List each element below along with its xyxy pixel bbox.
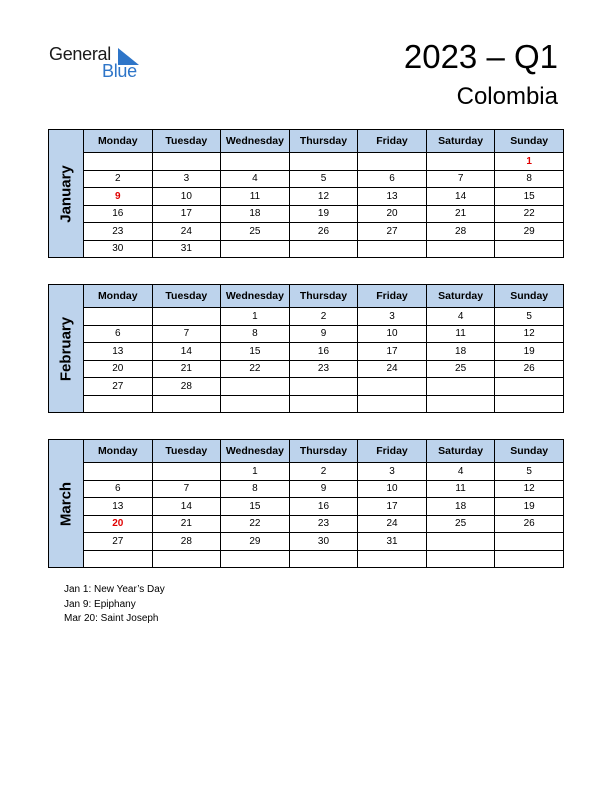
weekday-header: Thursday <box>289 285 358 308</box>
date-cell: 1 <box>221 463 290 481</box>
holiday-item: Mar 20: Saint Joseph <box>64 613 159 624</box>
date-cell: 26 <box>495 515 564 533</box>
holiday-item: Jan 1: New Year’s Day <box>64 584 165 595</box>
date-cell: 19 <box>495 498 564 516</box>
date-cell: 10 <box>152 188 221 206</box>
date-cell: 16 <box>289 498 358 516</box>
weekday-header: Wednesday <box>221 440 290 463</box>
date-cell: 16 <box>84 205 153 223</box>
date-cell: 29 <box>495 223 564 241</box>
date-cell <box>289 240 358 258</box>
date-cell: 8 <box>221 325 290 343</box>
country-name: Colombia <box>456 83 558 110</box>
month-label-cell <box>49 440 84 568</box>
date-cell: 19 <box>495 343 564 361</box>
month-name: January <box>57 164 75 223</box>
week-row <box>49 480 564 498</box>
date-cell: 23 <box>84 223 153 241</box>
date-cell: 18 <box>221 205 290 223</box>
weekday-header: Sunday <box>495 130 564 153</box>
date-cell: 22 <box>221 515 290 533</box>
weekday-header: Wednesday <box>221 130 290 153</box>
weekday-header: Saturday <box>426 130 495 153</box>
weekday-header: Monday <box>84 130 153 153</box>
week-row <box>49 395 564 413</box>
month-label-cell <box>49 285 84 413</box>
weekday-header: Friday <box>358 130 427 153</box>
date-cell <box>289 395 358 413</box>
week-row <box>49 498 564 516</box>
date-cell: 15 <box>495 188 564 206</box>
week-row <box>49 550 564 568</box>
date-cell <box>495 395 564 413</box>
date-cell: 27 <box>358 223 427 241</box>
week-row <box>49 188 564 206</box>
date-cell: 13 <box>84 498 153 516</box>
date-cell: 2 <box>289 308 358 326</box>
date-cell: 31 <box>152 240 221 258</box>
date-cell: 12 <box>495 480 564 498</box>
weekday-header: Sunday <box>495 285 564 308</box>
weekday-header: Tuesday <box>152 130 221 153</box>
date-cell <box>358 153 427 171</box>
date-cell: 6 <box>358 170 427 188</box>
date-cell: 23 <box>289 515 358 533</box>
month-table-february <box>48 284 564 413</box>
date-cell <box>84 153 153 171</box>
holiday-date-cell: 20 <box>84 515 153 533</box>
weekday-header: Tuesday <box>152 285 221 308</box>
date-cell: 29 <box>221 533 290 551</box>
date-cell: 4 <box>221 170 290 188</box>
weekday-header: Sunday <box>495 440 564 463</box>
date-cell <box>152 550 221 568</box>
weekday-header: Thursday <box>289 130 358 153</box>
date-cell: 8 <box>495 170 564 188</box>
week-row <box>49 325 564 343</box>
date-cell: 7 <box>426 170 495 188</box>
date-cell: 3 <box>152 170 221 188</box>
date-cell <box>221 240 290 258</box>
date-cell: 25 <box>426 360 495 378</box>
week-row <box>49 343 564 361</box>
date-cell: 16 <box>289 343 358 361</box>
weekday-header: Monday <box>84 285 153 308</box>
date-cell <box>495 533 564 551</box>
date-cell: 9 <box>289 325 358 343</box>
holiday-date-cell: 1 <box>495 153 564 171</box>
date-cell <box>221 550 290 568</box>
month-label-cell <box>49 130 84 258</box>
weekday-header: Monday <box>84 440 153 463</box>
date-cell: 17 <box>358 343 427 361</box>
date-cell: 28 <box>152 533 221 551</box>
date-cell: 6 <box>84 480 153 498</box>
date-cell: 11 <box>426 480 495 498</box>
date-cell: 5 <box>495 308 564 326</box>
date-cell <box>84 463 153 481</box>
week-row <box>49 240 564 258</box>
date-cell <box>426 153 495 171</box>
date-cell <box>84 308 153 326</box>
date-cell <box>426 550 495 568</box>
date-cell: 13 <box>84 343 153 361</box>
date-cell: 31 <box>358 533 427 551</box>
week-row <box>49 378 564 396</box>
date-cell: 3 <box>358 308 427 326</box>
date-cell <box>358 378 427 396</box>
date-cell <box>426 378 495 396</box>
date-cell <box>289 550 358 568</box>
date-cell <box>495 378 564 396</box>
month-name: February <box>57 316 75 381</box>
date-cell: 7 <box>152 480 221 498</box>
week-row <box>49 360 564 378</box>
date-cell <box>152 308 221 326</box>
date-cell <box>152 463 221 481</box>
date-cell: 28 <box>426 223 495 241</box>
date-cell: 27 <box>84 378 153 396</box>
date-cell: 4 <box>426 463 495 481</box>
date-cell: 5 <box>495 463 564 481</box>
date-cell: 3 <box>358 463 427 481</box>
date-cell: 24 <box>358 360 427 378</box>
holiday-date-cell: 9 <box>84 188 153 206</box>
date-cell <box>426 533 495 551</box>
date-cell <box>495 240 564 258</box>
date-cell: 23 <box>289 360 358 378</box>
date-cell: 4 <box>426 308 495 326</box>
week-row <box>49 153 564 171</box>
weekday-header: Friday <box>358 285 427 308</box>
week-row <box>49 463 564 481</box>
date-cell <box>358 240 427 258</box>
date-cell: 15 <box>221 498 290 516</box>
date-cell <box>221 153 290 171</box>
date-cell: 25 <box>221 223 290 241</box>
date-cell: 20 <box>84 360 153 378</box>
date-cell: 2 <box>289 463 358 481</box>
date-cell: 30 <box>289 533 358 551</box>
date-cell <box>495 550 564 568</box>
date-cell: 27 <box>84 533 153 551</box>
month-table-january <box>48 129 564 258</box>
date-cell: 12 <box>289 188 358 206</box>
date-cell: 2 <box>84 170 153 188</box>
date-cell: 1 <box>221 308 290 326</box>
week-row <box>49 223 564 241</box>
date-cell <box>84 395 153 413</box>
weekday-header: Wednesday <box>221 285 290 308</box>
date-cell: 28 <box>152 378 221 396</box>
date-cell: 26 <box>495 360 564 378</box>
date-cell: 21 <box>426 205 495 223</box>
date-cell <box>358 550 427 568</box>
date-cell: 24 <box>152 223 221 241</box>
date-cell: 11 <box>221 188 290 206</box>
logo-word-blue: Blue <box>102 61 137 81</box>
date-cell: 22 <box>495 205 564 223</box>
date-cell: 12 <box>495 325 564 343</box>
date-cell <box>152 395 221 413</box>
date-cell: 30 <box>84 240 153 258</box>
month-table-march <box>48 439 564 568</box>
date-cell: 22 <box>221 360 290 378</box>
date-cell: 24 <box>358 515 427 533</box>
date-cell <box>221 395 290 413</box>
date-cell: 14 <box>152 498 221 516</box>
date-cell: 15 <box>221 343 290 361</box>
date-cell <box>289 153 358 171</box>
date-cell: 14 <box>426 188 495 206</box>
date-cell: 8 <box>221 480 290 498</box>
week-row <box>49 170 564 188</box>
date-cell: 13 <box>358 188 427 206</box>
date-cell: 11 <box>426 325 495 343</box>
holiday-item: Jan 9: Epiphany <box>64 598 136 610</box>
date-cell: 17 <box>358 498 427 516</box>
weekday-header: Thursday <box>289 440 358 463</box>
date-cell <box>426 240 495 258</box>
date-cell: 9 <box>289 480 358 498</box>
weekday-header: Tuesday <box>152 440 221 463</box>
week-row <box>49 205 564 223</box>
date-cell: 17 <box>152 205 221 223</box>
month-name: March <box>57 481 75 526</box>
general-blue-logo <box>49 44 149 84</box>
weekday-header: Friday <box>358 440 427 463</box>
holiday-list <box>64 583 165 627</box>
weekday-header: Saturday <box>426 285 495 308</box>
date-cell: 21 <box>152 515 221 533</box>
date-cell: 7 <box>152 325 221 343</box>
weekday-header: Saturday <box>426 440 495 463</box>
date-cell: 6 <box>84 325 153 343</box>
week-row <box>49 533 564 551</box>
page-title: 2023 – Q1 <box>403 38 558 75</box>
date-cell: 5 <box>289 170 358 188</box>
date-cell: 26 <box>289 223 358 241</box>
date-cell: 10 <box>358 325 427 343</box>
date-cell: 18 <box>426 498 495 516</box>
date-cell <box>289 378 358 396</box>
date-cell <box>358 395 427 413</box>
date-cell: 21 <box>152 360 221 378</box>
date-cell <box>221 378 290 396</box>
date-cell: 25 <box>426 515 495 533</box>
week-row <box>49 515 564 533</box>
date-cell: 20 <box>358 205 427 223</box>
date-cell <box>84 550 153 568</box>
date-cell <box>152 153 221 171</box>
date-cell: 19 <box>289 205 358 223</box>
week-row <box>49 308 564 326</box>
date-cell: 14 <box>152 343 221 361</box>
date-cell <box>426 395 495 413</box>
logo-word-general: General <box>49 44 111 64</box>
date-cell: 18 <box>426 343 495 361</box>
date-cell: 10 <box>358 480 427 498</box>
